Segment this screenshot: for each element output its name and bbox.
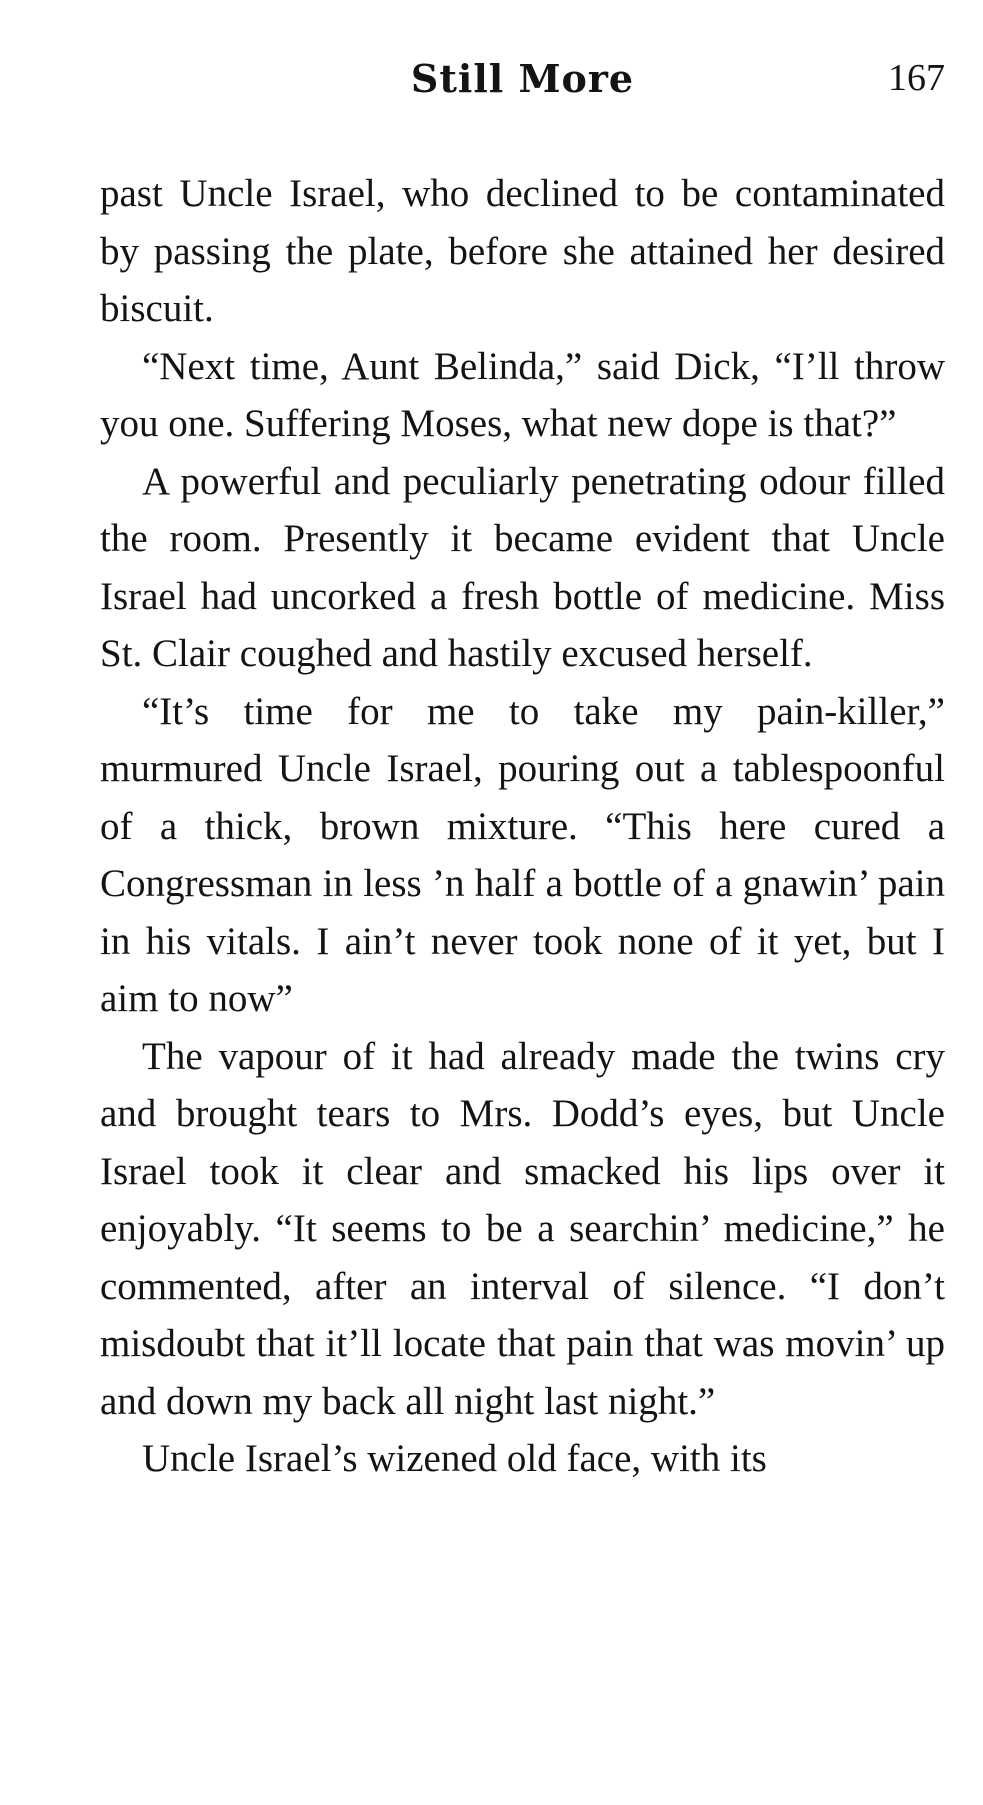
paragraph: The vapour of it had already made the twins cry and brought tears to Mrs. Dodd’s eyes, but Uncle Israel took it clear and smacked his lips over it enjoyably. “It seems to be a searchin’ medicine,” he commented, after an interval of silence. “I don’t misdoubt that it’ll locate that pain that was movin’ up and down my back all night last night.” <box>100 1034 945 1423</box>
paragraph: “It’s time for me to take my pain-killer,” murmured Uncle Israel, pouring out a tablespoonful of a thick, brown mixture. “This here cured a Congressman in less ’n half a bottle of a gnawin’ pain in his vitals. I ain’t never took none of it yet, but I aim to now” <box>100 689 945 1020</box>
running-title: Still More <box>410 56 635 101</box>
body-text <box>100 165 945 1488</box>
page-number: 167 <box>888 57 945 99</box>
paragraph: Uncle Israel’s wizened old face, with its <box>142 1437 767 1480</box>
running-head <box>100 50 945 110</box>
paragraph: past Uncle Israel, who declined to be contaminated by passing the plate, before she attained her desired biscuit. <box>100 172 945 330</box>
paragraph: A powerful and peculiarly penetrating odour filled the room. Presently it became evident that Uncle Israel had uncorked a fresh bottle of medicine. Miss St. Clair coughed and hastily excused herself. <box>100 459 945 675</box>
paragraph: “Next time, Aunt Belinda,” said Dick, “I’ll throw you one. Suffering Moses, what new dope is that?” <box>100 344 945 445</box>
